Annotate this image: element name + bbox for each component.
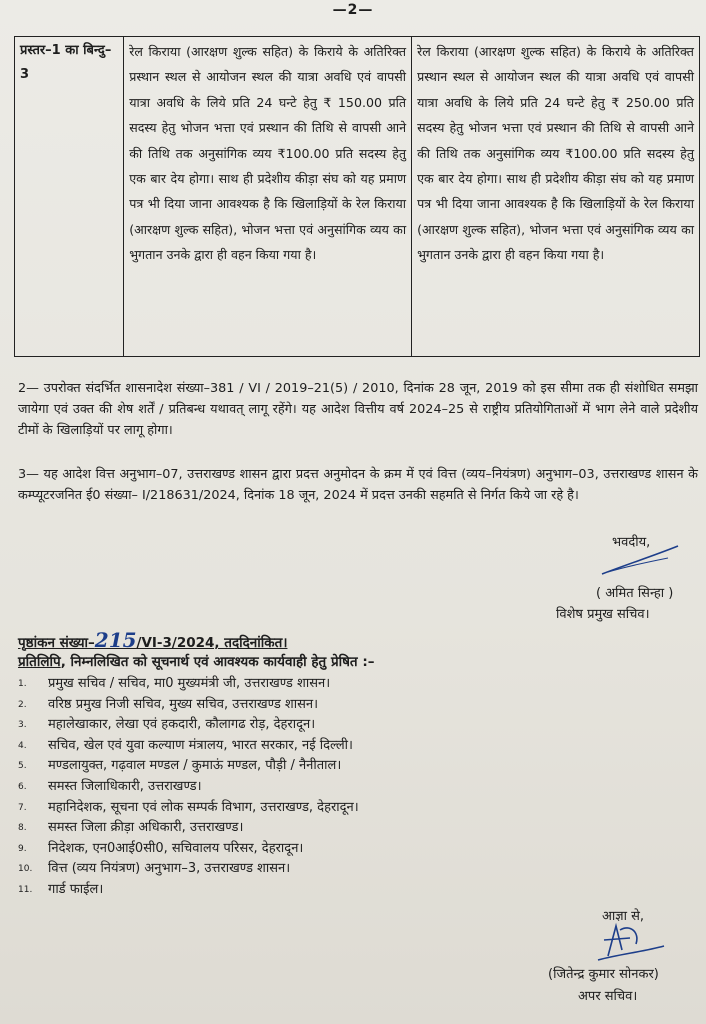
list-item: 9. निदेशक, एन0आई0सी0, सचिवालय परिसर, देहरादून। [18,840,304,856]
list-item: 8. समस्त जिला क्रीड़ा अधिकारी, उत्तराखण्ड। [18,820,244,836]
list-item: 10. वित्त (व्यय नियंत्रण) अनुभाग–3, उत्तराखण्ड शासन। [18,861,291,877]
list-item: 1. प्रमुख सचिव / सचिव, मा0 मुख्यमंत्री जी, उत्तराखण्ड शासन। [18,676,331,691]
reference-prefix: पृष्ठांकन संख्या– [18,635,95,651]
paragraph-3: 3— यह आदेश वित्त अनुभाग–07, उत्तराखण्ड शासन द्वारा प्रदत्त अनुमोदन के क्रम में एवं वित्त (व्यय–नियंत्रण) अनुभाग–03, उत्तराखण्ड शासन के कम्प्यूटरजनित ई0 संख्या– I/218631/2024, दिनांक 18 जून, 2024 में प्रदत्त उनकी सहमति से निर्गत किये जा रहे है। [18,467,698,503]
copy-heading-text: , निम्नलिखित को सूचनार्थ एवं आवश्यक कार्यवाही हेतु प्रेषित :– [60,654,375,670]
page-number: —2— [332,2,374,18]
list-item: 7. महानिदेशक, सूचना एवं लोक सम्पर्क विभाग, उत्तराखण्ड, देहरादून। [18,799,359,815]
list-item: 3. महालेखाकार, लेखा एवं हकदारी, कौलागढ रोड़, देहरादून। [18,717,316,733]
amendment-table [14,36,700,357]
reference-suffix: /VI-3/2024, तददिनांकित। [136,635,288,651]
list-item: 2. वरिष्ठ प्रमुख निजी सचिव, मुख्य सचिव, उत्तराखण्ड शासन। [18,696,319,712]
amended-provision-cell: रेल किराया (आरक्षण शुल्क सहित) के किराये के अतिरिक्त प्रस्थान स्थल से आयोजन स्थल की यात्रा अवधि एवं वापसी यात्रा अवधि के लिये प्रति 24 घन्टे हेतु ₹ 250.00 प्रति सदस्य हेतु भोजन भत्ता एवं प्रस्थान की तिथि से वापसी आने की तिथि तक अनुसांगिक व्यय ₹100.00 प्रति सदस्य हेतु एक बार देय होगा। साथ ही प्रदेशीय कीड़ा संघ को यह प्रमाण पत्र भी दिया जाना आवश्यक है कि खिलाड़ियों के रेल किराया (आरक्षण शुल्क सहित), भोजन भत्ता एवं अनुसांगिक व्यय का भुगतान उनके द्वारा ही वहन किया गया है। [412,37,700,357]
existing-provision-cell: रेल किराया (आरक्षण शुल्क सहित) के किराये के अतिरिक्त प्रस्थान स्थल से आयोजन स्थल की यात्रा अवधि एवं वापसी यात्रा अवधि के लिये प्रति 24 घन्टे हेतु ₹ 150.00 प्रति सदस्य हेतु भोजन भत्ता एवं प्रस्थान की तिथि से वापसी आने की तिथि तक अनुसांगिक व्यय ₹100.00 प्रति सदस्य हेतु एक बार देय होगा। साथ ही प्रदेशीय कीड़ा संघ को यह प्रमाण पत्र भी दिया जाना आवश्यक है कि खिलाड़ियों के रेल किराया (आरक्षण शुल्क सहित), भोजन भत्ता एवं अनुसांगिक व्यय का भुगतान उनके द्वारा ही वहन किया गया है। [124,37,412,357]
list-item: 11. गार्ड फाईल। [18,881,104,897]
closing-text: भवदीय, [612,535,651,550]
signatory-name-2: (जितेन्द्र कुमार सोनकर) [548,967,659,982]
handwritten-reference-number: 215 [94,628,137,652]
copy-heading-label: प्रतिलिपि [18,654,61,670]
list-item: 4. सचिव, खेल एवं युवा कल्याण मंत्रालय, भारत सरकार, नई दिल्ली। [18,737,353,753]
copy-heading [18,652,374,670]
list-item: 6. समस्त जिलाधिकारी, उत्तराखण्ड। [18,778,202,794]
signature-mark-1 [598,542,682,582]
list-item: 5. मण्डलायुक्त, गढ़वाल मण्डल / कुमाऊं मण्डल, पौड़ी / नैनीताल। [18,758,342,774]
signature-mark-2 [590,916,670,964]
signatory-name: ( अमित सिन्हा ) [596,586,674,601]
closing-text-2: आज्ञा से, [602,909,645,924]
paragraph-2: 2— उपरोक्त संदर्भित शासनादेश संख्या–381 / VI / 2019–21(5) / 2010, दिनांक 28 जून, 2019 को इस सीमा तक ही संशोधित समझा जायेगा एवं उक्त की शेष शर्तें / प्रतिबन्ध यथावत् लागू रहेंगे। यह आदेश वित्तीय वर्ष 2024–25 से राष्ट्रीय प्रतियोगिताओं में भाग लेने वाले प्रदेशीय टीमों के खिलाड़ियों पर लागू होगा। [18,381,698,438]
reference-line [18,628,287,652]
signatory-designation: विशेष प्रमुख सचिव। [556,607,650,622]
signatory-designation-2: अपर सचिव। [578,989,638,1004]
table-label-cell: प्रस्तर–1 का बिन्दु–3 [15,37,124,357]
copy-list [18,674,359,901]
